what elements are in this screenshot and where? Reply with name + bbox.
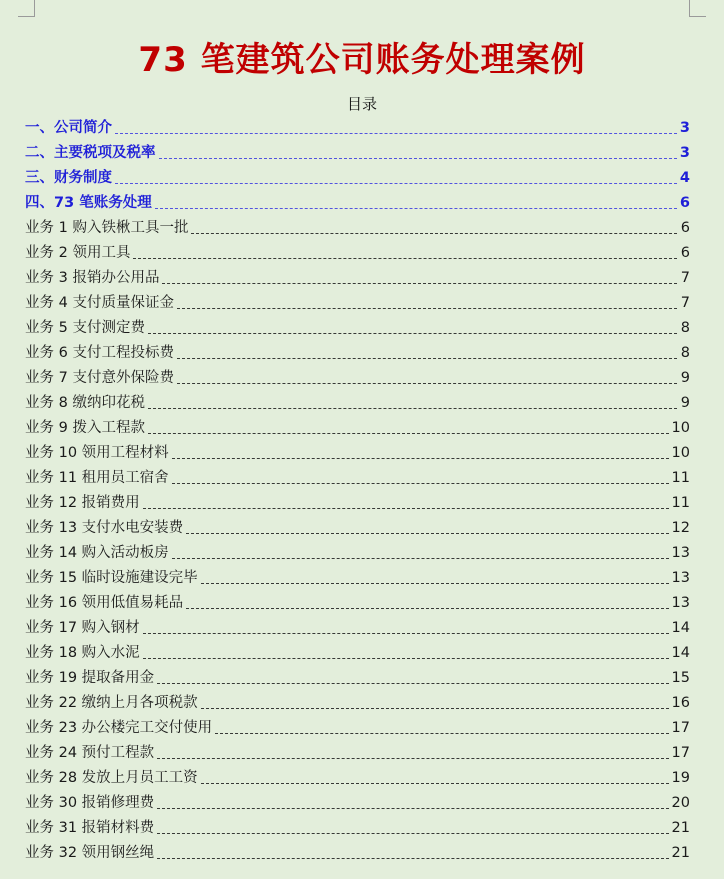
toc-leader-dots	[157, 858, 668, 859]
toc-entry[interactable]	[25, 241, 690, 266]
toc-entry-label: 业务 14 购入活动板房	[25, 545, 169, 561]
toc-entry-label: 业务 9 拨入工程款	[25, 420, 145, 436]
toc-entry[interactable]	[25, 766, 690, 791]
toc-leader-dots	[172, 483, 669, 484]
toc-entry[interactable]	[25, 266, 690, 291]
toc-page-number: 8	[680, 345, 690, 361]
toc-leader-dots	[157, 683, 668, 684]
toc-entry[interactable]	[25, 541, 690, 566]
toc-page-number: 16	[671, 695, 690, 711]
toc-page-number: 4	[679, 170, 690, 186]
toc-entry-label: 业务 24 预付工程款	[25, 745, 155, 761]
toc-leader-dots	[177, 308, 677, 309]
toc-entry-label: 业务 2 领用工具	[25, 245, 131, 261]
toc-leader-dots	[201, 708, 669, 709]
toc-leader-dots	[201, 783, 669, 784]
toc-leader-dots	[159, 158, 677, 159]
toc-leader-dots	[143, 508, 669, 509]
toc-entry[interactable]	[25, 591, 690, 616]
toc-entry[interactable]	[25, 216, 690, 241]
toc-leader-dots	[177, 358, 677, 359]
toc-entry[interactable]	[25, 816, 690, 841]
toc-leader-dots	[215, 733, 668, 734]
toc-entry-label: 业务 10 领用工程材料	[25, 445, 169, 461]
toc-leader-dots	[157, 808, 668, 809]
toc-entry-label: 业务 22 缴纳上月各项税款	[25, 695, 198, 711]
toc-leader-dots	[191, 233, 677, 234]
document-title: 73 笔建筑公司账务处理案例	[138, 40, 586, 80]
toc-page-number: 13	[671, 570, 690, 586]
toc-entry-label: 业务 18 购入水泥	[25, 645, 140, 661]
toc-page-number: 19	[671, 770, 690, 786]
toc-page-number: 6	[680, 220, 690, 236]
toc-leader-dots	[148, 333, 677, 334]
toc-page-number: 8	[680, 320, 690, 336]
toc-page-number: 11	[671, 495, 690, 511]
toc-leader-dots	[172, 458, 669, 459]
toc-entry-label: 二、主要税项及税率	[25, 145, 156, 161]
toc-page-number: 10	[671, 420, 690, 436]
toc-leader-dots	[177, 383, 677, 384]
toc-entry-label: 业务 4 支付质量保证金	[25, 295, 174, 311]
toc-leader-dots	[186, 533, 668, 534]
toc-page-number: 21	[671, 845, 690, 861]
toc-page-number: 9	[680, 395, 690, 411]
toc-page-number: 17	[671, 720, 690, 736]
toc-entry[interactable]	[25, 291, 690, 316]
toc-page-number: 13	[671, 545, 690, 561]
page-margin-corner-right	[689, 0, 706, 17]
toc-entry[interactable]	[25, 791, 690, 816]
toc-entry[interactable]	[25, 391, 690, 416]
toc-page-number: 17	[671, 745, 690, 761]
toc-entry-label: 业务 30 报销修理费	[25, 795, 155, 811]
toc-entry[interactable]	[25, 691, 690, 716]
toc-page-number: 7	[680, 295, 690, 311]
toc-page-number: 14	[671, 645, 690, 661]
toc-heading: 目录	[346, 95, 377, 113]
toc-page-number: 9	[680, 370, 690, 386]
toc-entry[interactable]	[25, 741, 690, 766]
toc-page-number: 3	[679, 145, 690, 161]
toc-leader-dots	[115, 133, 677, 134]
toc-leader-dots	[148, 408, 677, 409]
toc-leader-dots	[143, 658, 669, 659]
toc-page-number: 15	[671, 670, 690, 686]
toc-leader-dots	[115, 183, 677, 184]
toc-entry-label: 业务 23 办公楼完工交付使用	[25, 720, 213, 736]
toc-leader-dots	[133, 258, 677, 259]
toc-leader-dots	[157, 833, 668, 834]
toc-entry-label: 四、73 笔账务处理	[25, 195, 152, 211]
toc-section-entry[interactable]	[25, 141, 690, 166]
toc-entry[interactable]	[25, 666, 690, 691]
toc-section-entry[interactable]	[25, 166, 690, 191]
toc-page-number: 6	[679, 195, 690, 211]
toc-entry[interactable]	[25, 341, 690, 366]
toc-page-number: 7	[680, 270, 690, 286]
toc-entry[interactable]	[25, 366, 690, 391]
toc-leader-dots	[172, 558, 669, 559]
toc-entry[interactable]	[25, 566, 690, 591]
toc-page-number: 10	[671, 445, 690, 461]
toc-leader-dots	[148, 433, 669, 434]
toc-page-number: 20	[671, 795, 690, 811]
toc-page-number: 11	[671, 470, 690, 486]
toc-entry-label: 业务 15 临时设施建设完毕	[25, 570, 198, 586]
toc-entry[interactable]	[25, 641, 690, 666]
toc-leader-dots	[143, 633, 669, 634]
toc-entry-label: 业务 3 报销办公用品	[25, 270, 160, 286]
toc-entry[interactable]	[25, 716, 690, 741]
toc-leader-dots	[157, 758, 668, 759]
toc-leader-dots	[201, 583, 669, 584]
toc-entry-label: 业务 13 支付水电安装费	[25, 520, 184, 536]
toc-entry[interactable]	[25, 491, 690, 516]
toc-entry-label: 业务 16 领用低值易耗品	[25, 595, 184, 611]
toc-entry-label: 业务 1 购入铁楸工具一批	[25, 220, 189, 236]
toc-entry[interactable]	[25, 466, 690, 491]
toc-entry-label: 业务 5 支付测定费	[25, 320, 145, 336]
toc-entry[interactable]	[25, 316, 690, 341]
toc-page-number: 6	[680, 245, 690, 261]
page-margin-corner-left	[18, 0, 35, 17]
toc-page-number: 13	[671, 595, 690, 611]
toc-entry-label: 三、财务制度	[25, 170, 112, 186]
toc-entry-label: 业务 28 发放上月员工工资	[25, 770, 198, 786]
toc-leader-dots	[186, 608, 668, 609]
toc-page-number: 14	[671, 620, 690, 636]
toc-section-entry[interactable]	[25, 116, 690, 141]
toc-page-number: 21	[671, 820, 690, 836]
toc-entry-label: 业务 7 支付意外保险费	[25, 370, 174, 386]
toc-entry[interactable]	[25, 441, 690, 466]
toc-entry-label: 业务 19 提取备用金	[25, 670, 155, 686]
toc-entry-label: 业务 32 领用钢丝绳	[25, 845, 155, 861]
table-of-contents	[25, 116, 690, 866]
toc-leader-dots	[155, 208, 677, 209]
toc-page-number: 12	[671, 520, 690, 536]
toc-page-number: 3	[679, 120, 690, 136]
toc-leader-dots	[162, 283, 677, 284]
toc-entry[interactable]	[25, 616, 690, 641]
toc-entry[interactable]	[25, 841, 690, 866]
toc-section-entry[interactable]	[25, 191, 690, 216]
toc-entry-label: 业务 31 报销材料费	[25, 820, 155, 836]
toc-entry-label: 一、公司简介	[25, 120, 112, 136]
toc-entry-label: 业务 6 支付工程投标费	[25, 345, 174, 361]
toc-entry[interactable]	[25, 416, 690, 441]
toc-entry-label: 业务 8 缴纳印花税	[25, 395, 145, 411]
toc-entry[interactable]	[25, 516, 690, 541]
toc-entry-label: 业务 11 租用员工宿舍	[25, 470, 169, 486]
toc-entry-label: 业务 17 购入钢材	[25, 620, 140, 636]
toc-entry-label: 业务 12 报销费用	[25, 495, 140, 511]
